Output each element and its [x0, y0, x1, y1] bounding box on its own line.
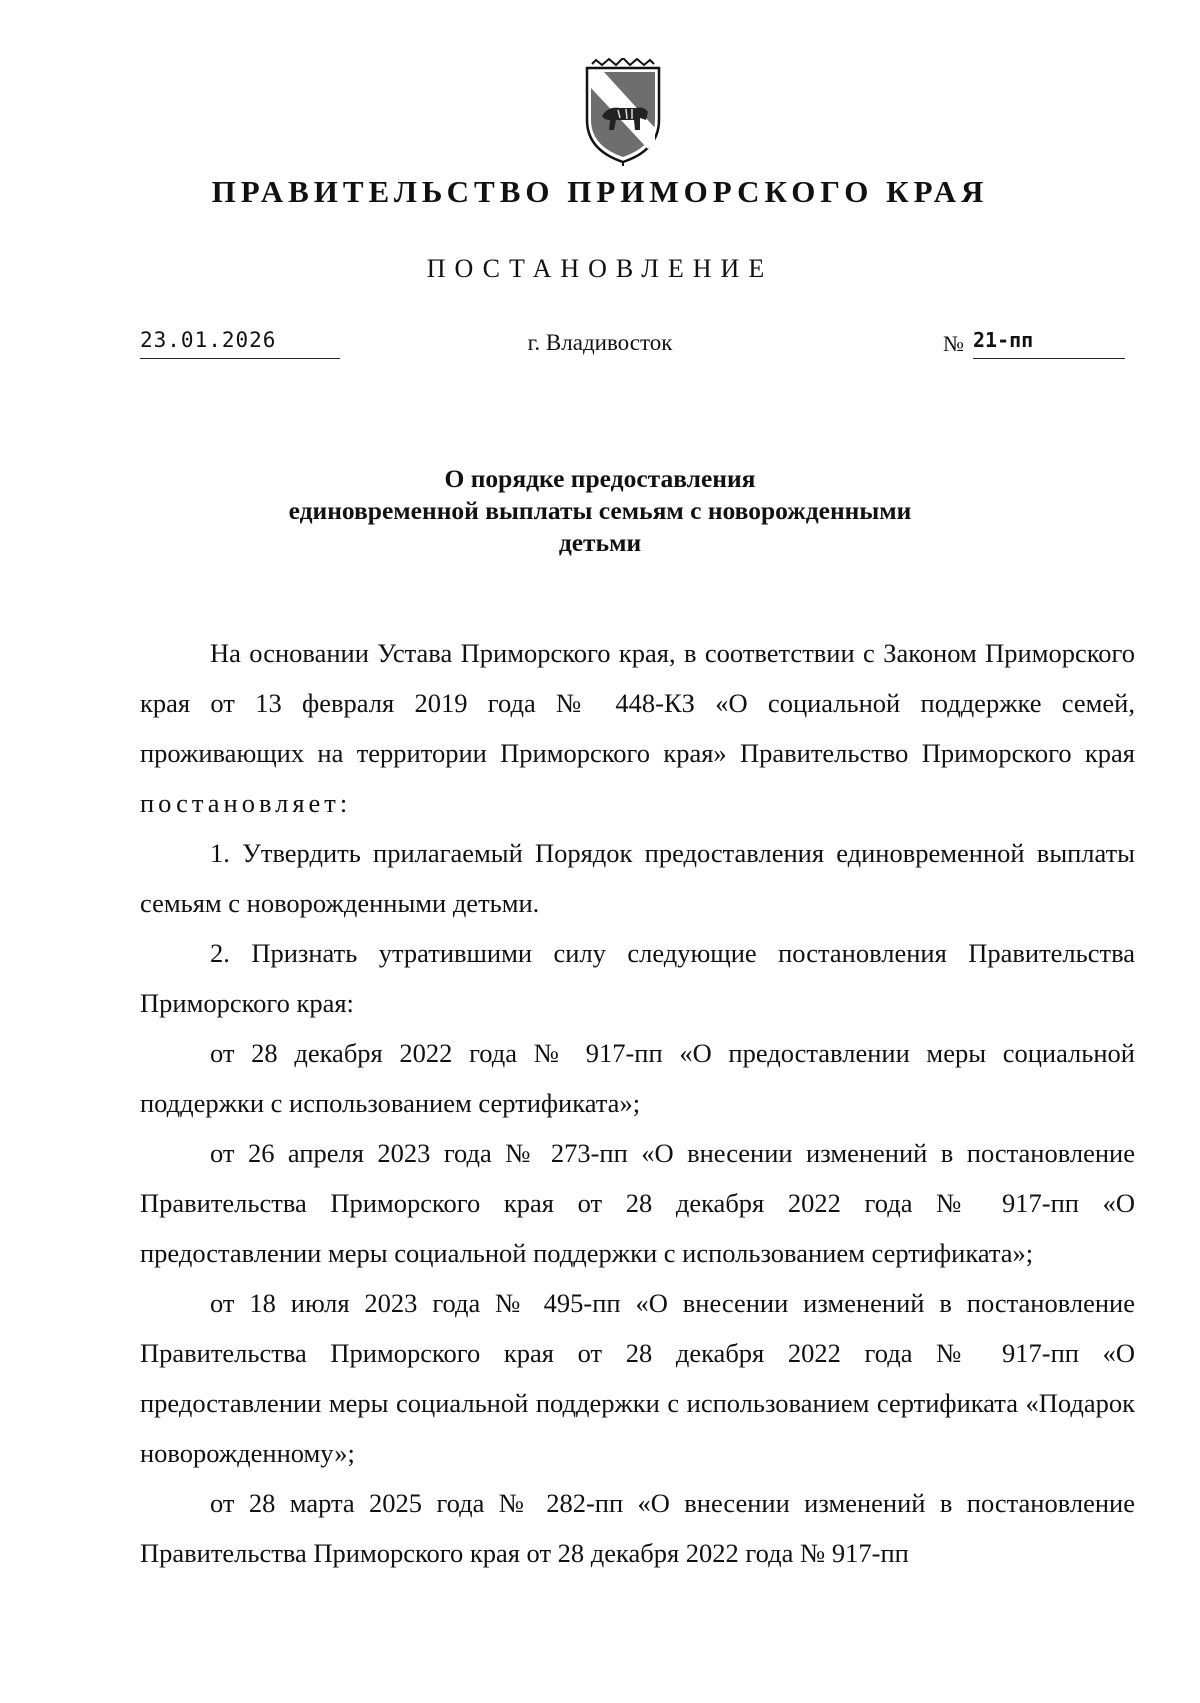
act-1-paragraph: от 28 декабря 2022 года № 917-пп «О предоставлении меры социальной поддержки с использованием сертификата»;: [140, 1038, 1135, 1118]
subject-line-2: единовременной выплаты семьям с новорожденными: [288, 496, 912, 525]
subject-line-1: О порядке предоставления: [444, 464, 756, 493]
intro-paragraph: [140, 628, 1135, 828]
act-4-paragraph: от 28 марта 2025 года № 282-пп «О внесении изменений в постановление Правительства Приморского края от 28 декабря 2022 года № 917-пп: [140, 1488, 1135, 1568]
coat-of-arms-emblem: [582, 58, 664, 166]
intro-end: :: [339, 788, 348, 818]
document-date: 23.01.2026: [140, 328, 340, 359]
document-number: 21-пп: [973, 328, 1125, 359]
intro-verb: постановляет: [140, 788, 340, 818]
number-sign: №: [943, 331, 964, 356]
document-subject: [0, 463, 1200, 559]
document-city: г. Владивосток: [527, 330, 673, 355]
intro-text: На основании Устава Приморского края, в соответствии с Законом Приморского края от 13 февраля 2019 года № 448-КЗ «О социальной поддержке семей, проживающих на территории Приморского края» Правительство Приморского края: [140, 638, 1135, 768]
act-2-paragraph: от 26 апреля 2023 года № 273-пп «О внесении изменений в постановление Правительства Приморского края от 28 декабря 2022 года № 917-пп «О предоставлении меры социальной поддержки с использованием сертификата»;: [140, 1138, 1135, 1268]
subject-line-3: детьми: [558, 528, 642, 557]
item-1-paragraph: 1. Утвердить прилагаемый Порядок предоставления единовременной выплаты семьям с новорожденными детьми.: [140, 838, 1135, 918]
act-3-paragraph: от 18 июля 2023 года № 495-пп «О внесении изменений в постановление Правительства Приморского края от 28 декабря 2022 года № 917-пп «О предоставлении меры социальной поддержки с использованием сертификата «Подарок новорожденному»;: [140, 1288, 1135, 1468]
document-type: ПОСТАНОВЛЕНИЕ: [426, 254, 774, 283]
document-body: [140, 628, 1135, 1578]
organization-title: ПРАВИТЕЛЬСТВО ПРИМОРСКОГО КРАЯ: [211, 174, 989, 209]
item-2-paragraph: 2. Признать утратившими силу следующие постановления Правительства Приморского края:: [140, 938, 1135, 1018]
